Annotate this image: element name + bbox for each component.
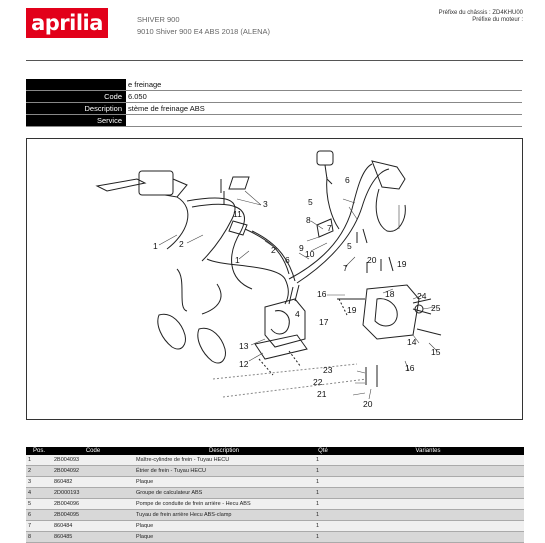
cell-code: 2B004093 [52, 455, 134, 466]
cell-pos: 4 [26, 488, 52, 499]
info-row-description [26, 103, 522, 115]
callout-label: 17 [319, 317, 329, 327]
callout-label: 2 [179, 239, 184, 249]
hose-2-drawing [187, 198, 235, 261]
table-row [26, 488, 524, 499]
cell-pos: 3 [26, 477, 52, 488]
info-row-group [26, 79, 522, 91]
front-caliper-right-drawing [198, 328, 226, 363]
cell-code: 2D000193 [52, 488, 134, 499]
callout-label: 5 [347, 241, 352, 251]
callout-label: 10 [305, 249, 315, 259]
callout-label: 25 [431, 303, 441, 313]
callout-label: 16 [405, 363, 415, 373]
info-label-description: Description [26, 103, 126, 114]
parts-diagram [26, 138, 523, 420]
header-divider [26, 60, 523, 61]
header-code: Code [52, 447, 134, 455]
cell-pos: 5 [26, 499, 52, 510]
cell-code: 860482 [52, 477, 134, 488]
cell-code: 2B004092 [52, 466, 134, 477]
cell-variants [332, 532, 524, 543]
callout-label: 11 [233, 209, 242, 219]
callout-label: 16 [317, 289, 327, 299]
cell-description: Étrier de frein - Tuyau HECU [134, 466, 314, 477]
cell-description: Groupe de calculateur ABS [134, 488, 314, 499]
table-row [26, 455, 524, 466]
callout-label: 14 [407, 337, 417, 347]
callout-label: 7 [343, 263, 348, 273]
cell-description: Plaque [134, 477, 314, 488]
cell-qty: 1 [314, 499, 332, 510]
model-name: SHIVER 900 [137, 15, 180, 24]
parts-table [26, 447, 524, 543]
cell-code: 860485 [52, 532, 134, 543]
info-value-description: stème de freinage ABS [128, 104, 205, 113]
header-description: Description [134, 447, 314, 455]
cell-variants [332, 488, 524, 499]
cell-pos: 6 [26, 510, 52, 521]
callout-label: 24 [417, 291, 427, 301]
info-label-group [26, 79, 126, 90]
brand-logo: aprilia [26, 8, 108, 38]
callout-label: 5 [308, 197, 313, 207]
callout-label: 12 [239, 359, 249, 369]
callout-label: 1 [153, 241, 158, 251]
cell-pos: 2 [26, 466, 52, 477]
callout-label: 13 [239, 341, 249, 351]
model-variant: 9010 Shiver 900 E4 ABS 2018 (ALENA) [137, 27, 271, 36]
info-label-code: Code [26, 91, 126, 102]
cell-qty: 1 [314, 466, 332, 477]
info-value-code: 6.050 [128, 92, 147, 101]
callout-label: 20 [363, 399, 373, 409]
callout-label: 18 [385, 289, 395, 299]
callout-label: 19 [397, 259, 407, 269]
header-pos: Pos. [26, 447, 52, 455]
cell-pos: 1 [26, 455, 52, 466]
header-qty: Qté [314, 447, 332, 455]
parts-table-header [26, 447, 524, 455]
table-row [26, 477, 524, 488]
engine-prefix: Préfixe du moteur : [472, 17, 523, 23]
cell-qty: 1 [314, 477, 332, 488]
table-row [26, 510, 524, 521]
cell-description: Plaque [134, 532, 314, 543]
cell-qty: 1 [314, 488, 332, 499]
table-row [26, 532, 524, 543]
info-value-group: e freinage [128, 80, 162, 89]
front-caliper-left-drawing [158, 314, 186, 349]
callout-label: 21 [317, 389, 327, 399]
header-variants: Variantes [332, 447, 524, 455]
hose-1b-drawing [207, 259, 288, 304]
hose-1-drawing [167, 197, 188, 249]
table-row [26, 499, 524, 510]
rear-master-drawing [372, 161, 405, 189]
callout-label: 7 [327, 223, 332, 233]
cell-variants [332, 466, 524, 477]
table-row [26, 466, 524, 477]
info-row-code [26, 91, 522, 103]
callout-label: 23 [323, 365, 333, 375]
callout-label: 1 [235, 255, 240, 265]
cell-code: 2B004096 [52, 499, 134, 510]
cell-description: Pompe de conduite de frein arrière - Hecu ABS [134, 499, 314, 510]
exploded-view-drawing [27, 139, 522, 419]
callout-label: 3 [263, 199, 268, 209]
callout-label: 20 [367, 255, 377, 265]
cell-variants [332, 510, 524, 521]
rear-reservoir-drawing [317, 151, 333, 165]
cell-description: Maître-cylindre de frein - Tuyau HECU [134, 455, 314, 466]
callout-label: 19 [347, 305, 357, 315]
abs-bracket-drawing [255, 335, 307, 359]
info-row-service [26, 115, 522, 127]
callout-label: 15 [431, 347, 441, 357]
cell-description: Plaque [134, 521, 314, 532]
cell-pos: 8 [26, 532, 52, 543]
cell-qty: 1 [314, 521, 332, 532]
cell-code: 2B004095 [52, 510, 134, 521]
rear-pipe-drawing [289, 164, 372, 279]
callout-label: 22 [313, 377, 323, 387]
callout-label: 6 [345, 175, 350, 185]
cell-pos: 7 [26, 521, 52, 532]
table-row [26, 521, 524, 532]
callout-label: 4 [295, 309, 300, 319]
cell-code: 860484 [52, 521, 134, 532]
cell-variants [332, 455, 524, 466]
cell-variants [332, 477, 524, 488]
callout-label: 6 [285, 255, 290, 265]
cell-variants [332, 521, 524, 532]
cell-variants [332, 499, 524, 510]
cell-qty: 1 [314, 532, 332, 543]
cell-qty: 1 [314, 510, 332, 521]
callout-label: 8 [306, 215, 311, 225]
chassis-prefix: Préfixe du châssis : ZD4KHU00 [438, 10, 523, 16]
callout-label: 2 [271, 245, 276, 255]
cell-qty: 1 [314, 455, 332, 466]
cell-description: Tuyau de frein arrière Hecu ABS-clamp [134, 510, 314, 521]
abs-unit-drawing [265, 299, 305, 347]
callout-label: 9 [299, 243, 304, 253]
info-label-service: Service [26, 115, 126, 126]
brake-lever-drawing [97, 179, 145, 191]
